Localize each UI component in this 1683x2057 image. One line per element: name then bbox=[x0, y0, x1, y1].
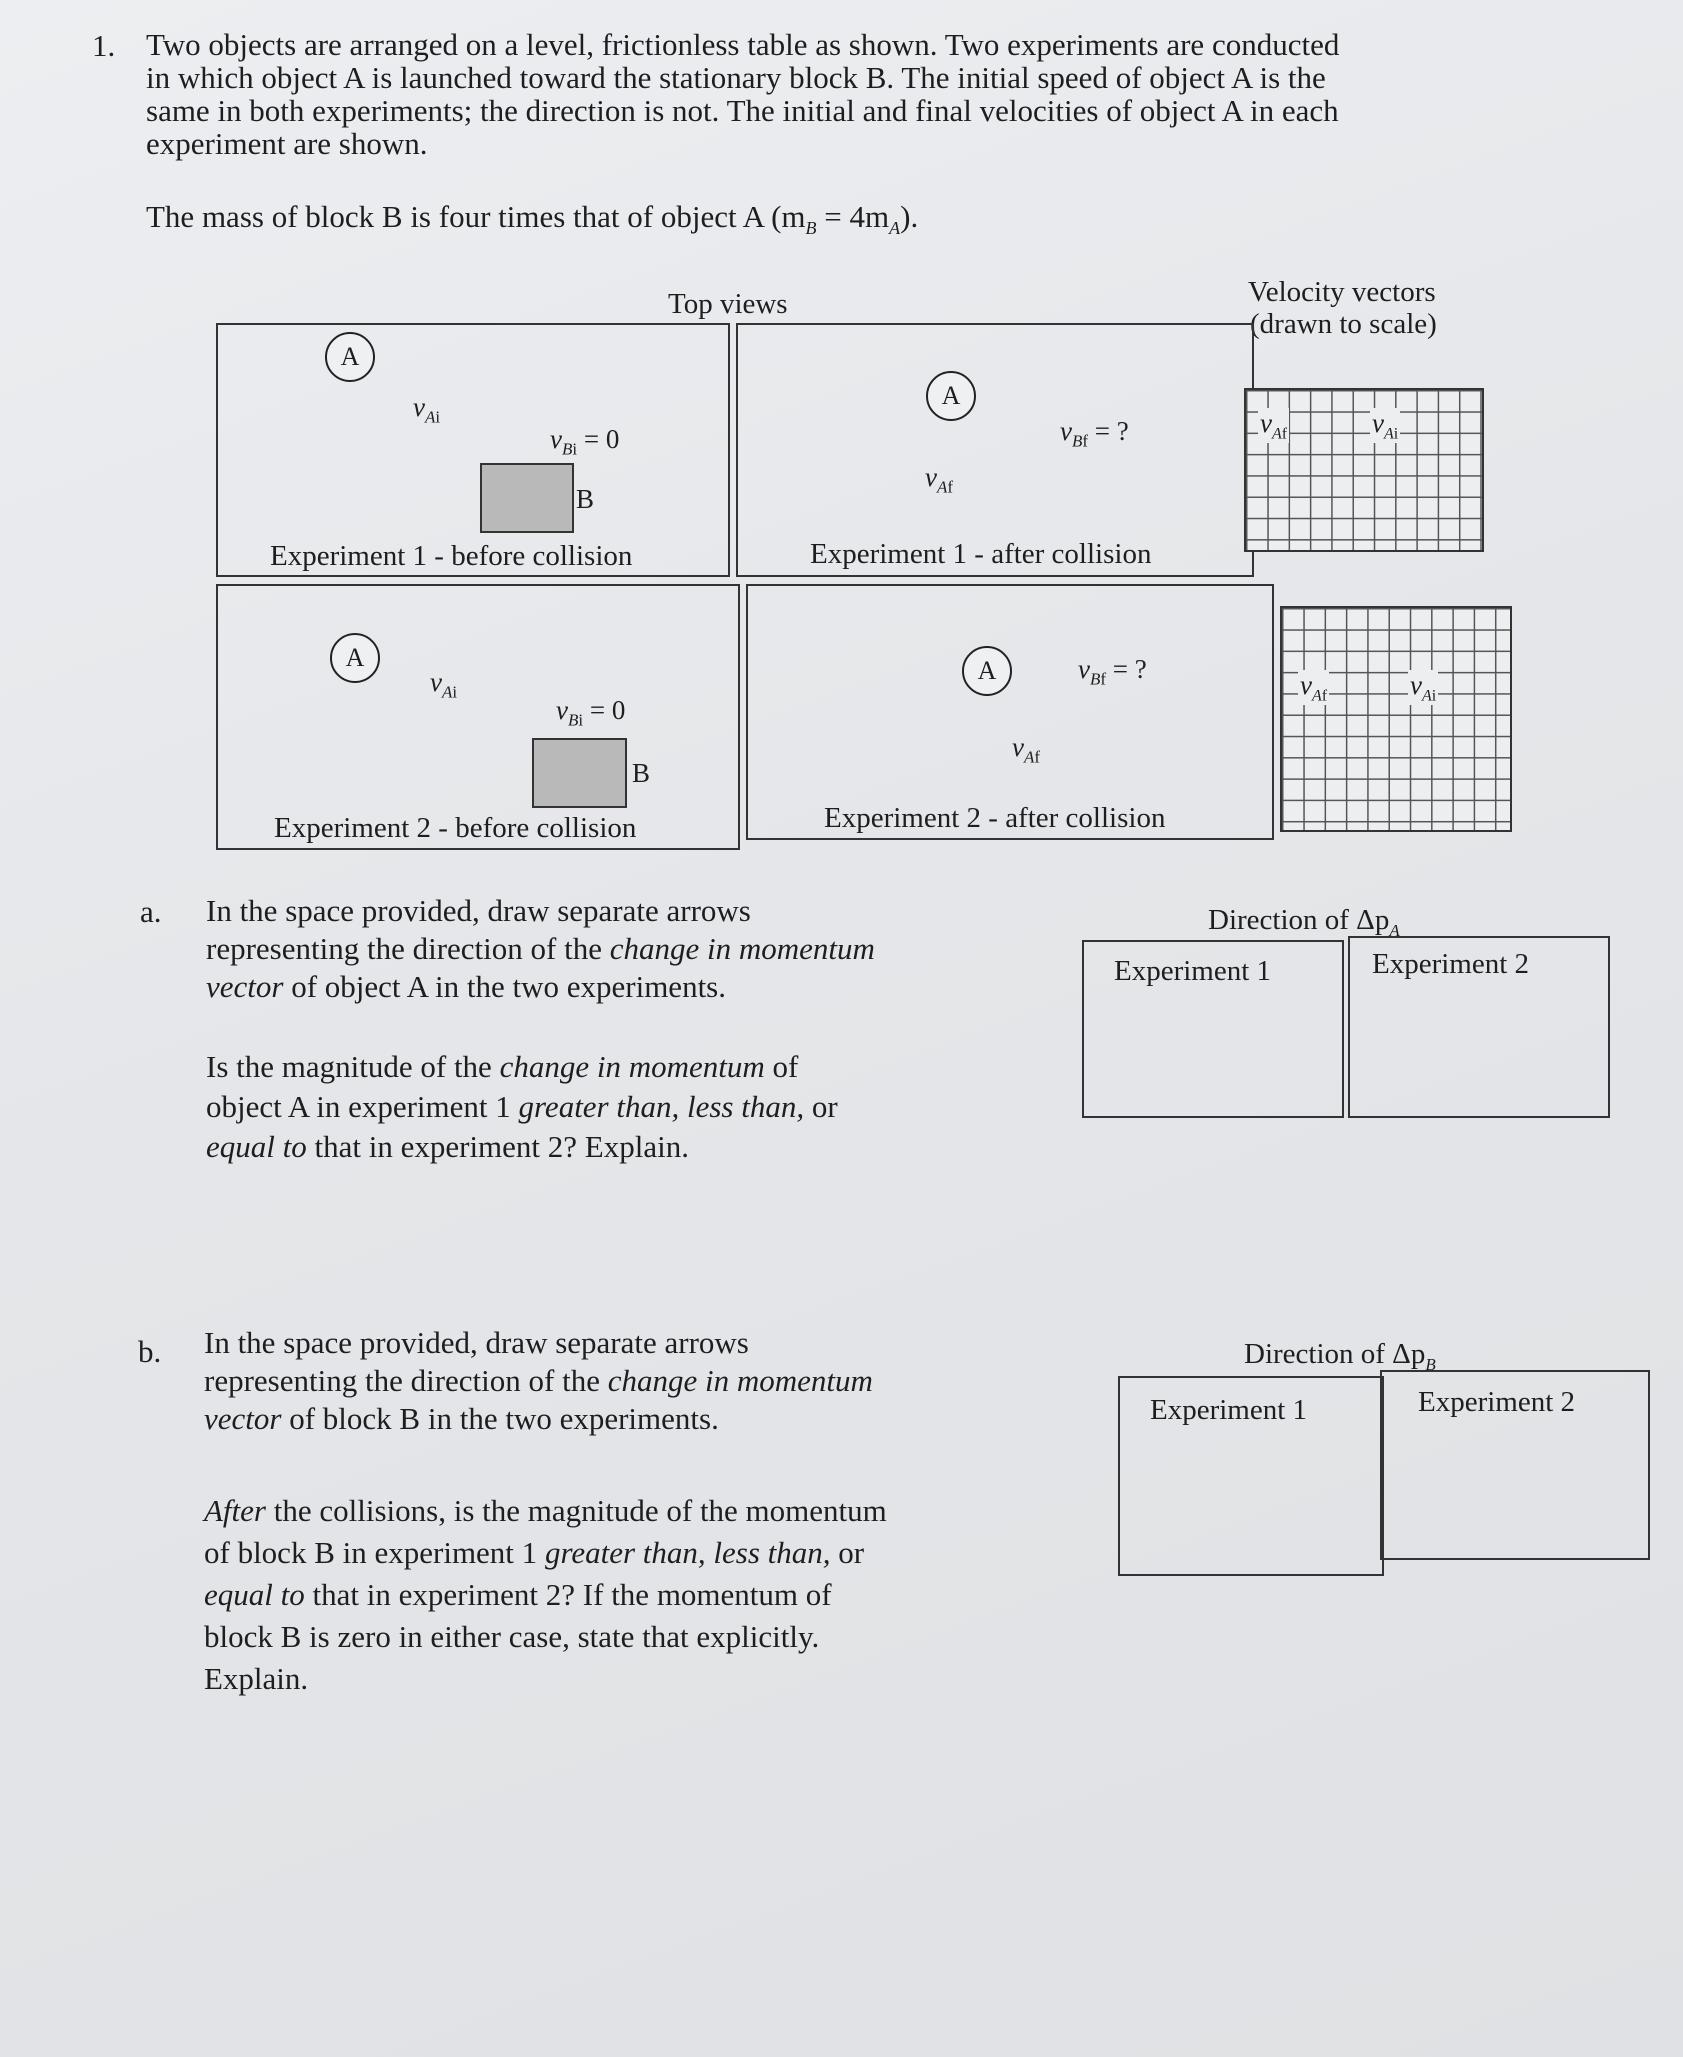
part-a-exp1-label: Experiment 1 bbox=[1114, 955, 1272, 987]
part-a-line-1: In the space provided, draw separate arrows bbox=[206, 893, 751, 928]
part-a-letter: a. bbox=[140, 894, 162, 929]
part-b-question-line-5: Explain. bbox=[204, 1661, 309, 1696]
part-b-exp1-label: Experiment 1 bbox=[1150, 1394, 1308, 1426]
object-a-exp1-before: A bbox=[325, 332, 375, 382]
v-b-initial-label-exp1: $v_{Bi} = 0$ bbox=[550, 424, 620, 459]
part-b-exp2-label: Experiment 2 bbox=[1418, 1386, 1576, 1418]
grid-v-a-initial-label-exp2: $v_{Ai}$ bbox=[1410, 670, 1437, 705]
part-a-line-2: representing the direction of the change in momentum bbox=[206, 931, 875, 966]
block-b-exp1-before bbox=[480, 463, 574, 533]
exp2-before-panel bbox=[216, 584, 740, 850]
exp1-before-panel bbox=[216, 323, 730, 577]
part-b-question-line-1: After the collisions, is the magnitude of the momentum bbox=[204, 1493, 887, 1528]
block-b-label-exp1: B bbox=[576, 484, 595, 514]
exp1-after-caption: Experiment 1 - after collision bbox=[810, 538, 1152, 570]
exp2-before-caption: Experiment 2 - before collision bbox=[274, 812, 637, 844]
intro-line-1: Two objects are arranged on a level, frictionless table as shown. Two experiments are conducted bbox=[146, 27, 1340, 62]
intro-line-2: in which object A is launched toward the stationary block B. The initial speed of object A is the bbox=[146, 60, 1326, 95]
velocity-vectors-label: Velocity vectors bbox=[1248, 276, 1436, 308]
drawn-to-scale-label: (drawn to scale) bbox=[1250, 308, 1437, 340]
object-a-exp2-after: A bbox=[962, 646, 1012, 696]
v-a-final-label-exp1: $v_{Af}$ bbox=[925, 462, 954, 497]
v-a-final-label-exp2: $v_{Af}$ bbox=[1012, 732, 1041, 767]
top-views-label: Top views bbox=[668, 288, 788, 320]
part-b-line-2: representing the direction of the change in momentum bbox=[204, 1363, 873, 1398]
intro-line-4: experiment are shown. bbox=[146, 126, 428, 161]
v-a-initial-label-exp1: $v_{Ai}$ bbox=[413, 392, 441, 427]
exp1-before-caption: Experiment 1 - before collision bbox=[270, 540, 633, 572]
exp2-after-caption: Experiment 2 - after collision bbox=[824, 802, 1166, 834]
mass-statement: The mass of block B is four times that of object A $(m_B = 4m_A)$. bbox=[146, 199, 919, 239]
direction-delta-pa-label: Direction of $\Delta p_A$ bbox=[1208, 904, 1400, 940]
object-a-exp1-after: A bbox=[926, 371, 976, 421]
grid-v-a-final-label-exp2: $v_{Af}$ bbox=[1300, 670, 1328, 705]
part-a-line-3: vector of object A in the two experiments. bbox=[206, 969, 726, 1004]
v-b-final-label-exp1: $v_{Bf}$ = ? bbox=[1060, 416, 1129, 451]
grid-v-a-initial-label-exp1: $v_{Ai}$ bbox=[1372, 408, 1399, 443]
part-a-question-line-1: Is the magnitude of the change in momentum of bbox=[206, 1049, 799, 1084]
part-b-question-line-3: equal to that in experiment 2? If the momentum of bbox=[204, 1577, 832, 1612]
part-a-exp2-label: Experiment 2 bbox=[1372, 948, 1530, 980]
part-b-question-line-4: block B is zero in either case, state that explicitly. bbox=[204, 1619, 820, 1654]
v-b-initial-label-exp2: $v_{Bi} = 0$ bbox=[556, 695, 626, 730]
direction-delta-pb-label: Direction of $\Delta p_B$ bbox=[1244, 1338, 1436, 1374]
object-a-exp2-before: A bbox=[330, 633, 380, 683]
velocity-grid-exp2 bbox=[1280, 606, 1512, 832]
v-a-initial-label-exp2: $v_{Ai}$ bbox=[430, 667, 458, 702]
part-b-line-3: vector of block B in the two experiments. bbox=[204, 1401, 719, 1436]
intro-line-3: same in both experiments; the direction is not. The initial and final velocities of object A in each bbox=[146, 93, 1339, 128]
block-b-label-exp2: B bbox=[632, 758, 651, 788]
part-b-letter: b. bbox=[138, 1334, 162, 1369]
part-b-question-line-2: of block B in experiment 1 greater than, less than, or bbox=[204, 1535, 865, 1570]
part-a-question-line-3: equal to that in experiment 2? Explain. bbox=[206, 1129, 689, 1164]
v-b-final-label-exp2: $v_{Bf}$ = ? bbox=[1078, 654, 1147, 689]
grid-v-a-final-label-exp1: $v_{Af}$ bbox=[1260, 408, 1288, 443]
part-a-question-line-2: object A in experiment 1 greater than, less than, or bbox=[206, 1089, 838, 1124]
problem-number: 1. bbox=[92, 28, 116, 63]
part-b-line-1: In the space provided, draw separate arrows bbox=[204, 1325, 749, 1360]
block-b-exp2-before bbox=[532, 738, 627, 808]
